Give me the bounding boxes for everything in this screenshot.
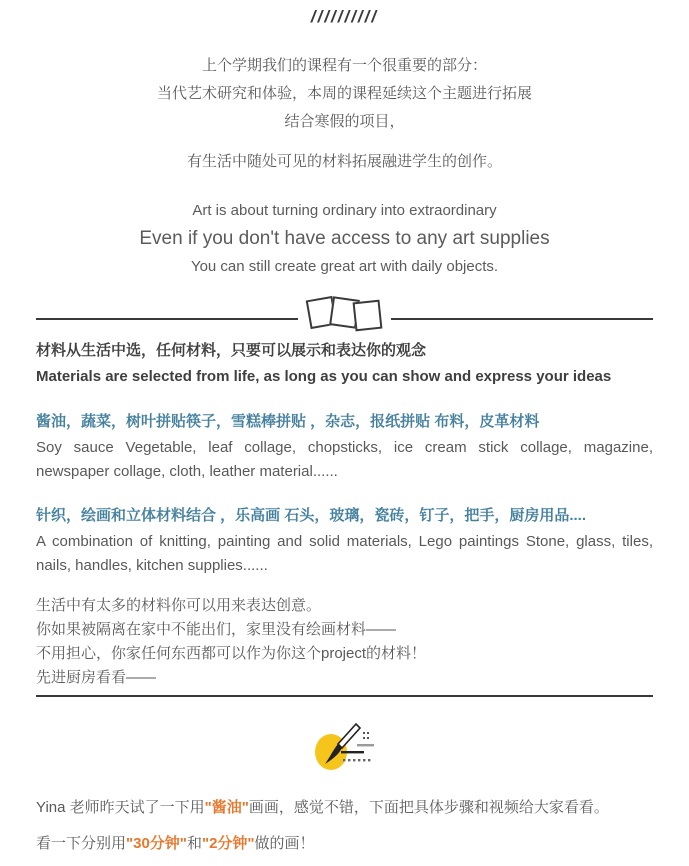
section-header-zh: 材料从生活中选，任何材料，只要可以展示和表达你的观念 (36, 342, 427, 359)
square-icon (353, 300, 383, 332)
life-line: 不用担心，你家任何东西都可以作为你这个project的材料！ (36, 645, 427, 662)
soy-sauce-highlight: "酱油" (204, 799, 249, 816)
divider-line-right (391, 318, 653, 320)
material-list-zh: 针织，绘画和立体材料结合 ，乐高画 石头，玻璃，瓷砖，钉子，把手，厨房用品.... (36, 507, 587, 524)
intro-line: 结合寒假的项目， (284, 113, 405, 130)
tilted-squares-icon (308, 298, 381, 330)
material-list-en: A combination of knitting, painting and solid materials, Lego paintings Stone, glass, tiles, nails, handles, kitchen supplies...... (36, 533, 653, 574)
squares-divider (36, 304, 653, 334)
section-header-en: Materials are selected from life, as long as you can show and express your ideas (36, 368, 612, 385)
yina-sentence (36, 795, 653, 821)
time-2min-highlight: "2分钟" (201, 835, 255, 852)
time-sentence (36, 831, 653, 857)
intro-line: 上个学期我们的课程有一个很重要的部分： (201, 57, 487, 74)
time-30min-highlight: "30分钟" (126, 835, 187, 852)
horizontal-rule (36, 695, 653, 697)
english-line: You can still create great art with daily objects. (190, 258, 499, 275)
material-block-2 (36, 504, 653, 578)
life-line: 生活中有太多的材料你可以用来表达创意。 (36, 597, 322, 614)
time-text-mid: 和 (186, 835, 202, 852)
life-line: 先进厨房看看—— (36, 669, 157, 686)
life-line: 你如果被隔离在家中不能出们，家里没有绘画材料—— (36, 621, 397, 638)
yina-text-post: 画画，感觉不错，下面把具体步骤和视频给大家看看。 (248, 799, 609, 816)
english-line: Art is about turning ordinary into extraordinary (192, 202, 497, 219)
divider-line-left (36, 318, 298, 320)
intro-paragraph-1 (36, 52, 653, 136)
yina-text-pre: Yina 老师昨天试了一下用 (36, 799, 205, 816)
material-list-zh: 酱油，蔬菜，树叶拼贴筷子，雪糕棒拼贴 ，杂志，报纸拼贴 布料，皮革材料 (36, 413, 540, 430)
decorative-slashes: ////////// (310, 7, 379, 26)
time-text-post: 做的画！ (254, 835, 315, 852)
intro-english-block (36, 198, 653, 280)
english-line: Even if you don't have access to any art supplies (139, 228, 550, 249)
section-header (36, 338, 653, 390)
time-text-pre: 看一下分别用 (36, 835, 127, 852)
intro-line: 当代艺术研究和体验，本周的课程延续这个主题进行拓展 (156, 85, 532, 102)
paintbrush-icon (36, 721, 653, 779)
material-list-en: Soy sauce Vegetable, leaf collage, chopsticks, ice cream stick collage, magazine, newspaper collage, cloth, leather material...... (36, 439, 653, 480)
material-block-1 (36, 410, 653, 484)
intro-paragraph-2: 有生活中随处可见的材料拓展融进学生的创作。 (186, 153, 502, 170)
life-paragraph (36, 594, 653, 689)
